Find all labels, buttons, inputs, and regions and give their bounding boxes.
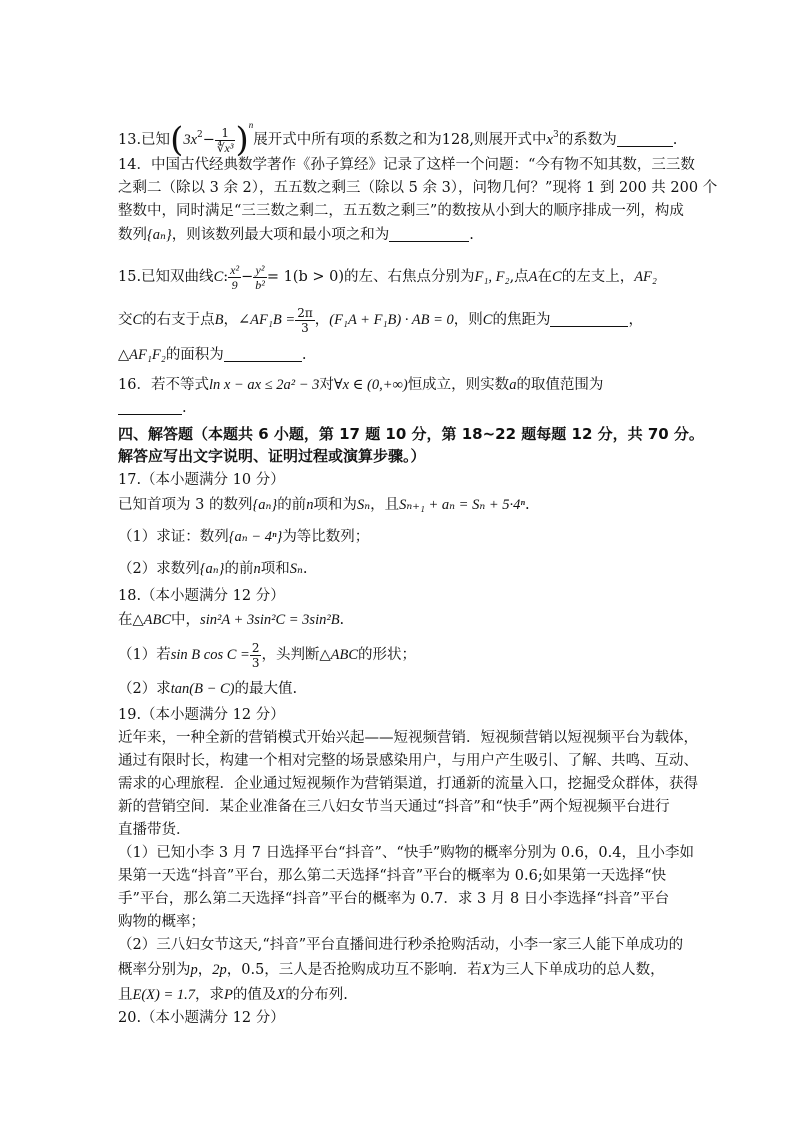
q19-part-2-line-1: （2）三八妇女节这天,“抖音”平台直播间进行秒杀抢购活动，小李一家三人能下单成功的 <box>118 937 684 953</box>
section-4-instruction: 解答应写出文字说明、证明过程或演算步骤。） <box>118 447 426 465</box>
q15-line-3: △AF₁F₂的面积为 . <box>118 347 307 363</box>
q13-expr-a: 3x <box>183 132 198 148</box>
q15-line-2: 交C的右支于点B，∠AF₁B = $\frac{2\pi}{3}$ ，(F₁A + F₁B) · AB = 0，则C的焦距为 ， <box>118 305 643 335</box>
q19-line-3: 需求的心理旅程．企业通过短视频作为营销渠道，打通新的流量入口，挖掘受众群体，获得 <box>118 776 698 792</box>
q15-area-blank[interactable] <box>224 346 302 362</box>
section-4-title: 四、解答题（本题共 6 小题，第 17 题 10 分，第 18~22 题每题 12 分，共 70 分。 <box>118 425 704 443</box>
q13-term-exp: 3 <box>552 130 559 140</box>
q13-term: x <box>546 132 553 148</box>
q13-fraction: $\frac{1}{\text{∜x³}}$ <box>216 125 234 155</box>
q14-sequence: {aₙ} <box>147 227 172 243</box>
q20-header: 20.（本小题满分 12 分） <box>118 1010 285 1026</box>
q13-text: 展开式中所有项的系数之和为128,则展开式中 <box>253 132 547 148</box>
q14-line-2: 之剩二（除以 3 余 2），五五数之剩三（除以 5 余 3），问物几何？”现将 1 到 200 共 200 个 <box>118 180 718 196</box>
q15-vector-expr: (F₁A + F₁B) · AB = 0 <box>329 312 454 328</box>
q15-angle-fraction: $\frac{2\pi}{3}$ <box>297 305 313 335</box>
q15-fraction-x: $\frac{\text{x²}}{9}$ <box>230 262 240 292</box>
q17-header: 17.（本小题满分 10 分） <box>118 472 285 488</box>
q13-power: n <box>248 120 254 130</box>
q19-part-2-line-3: 且E(X) = 1.7，求P的值及X的分布列. <box>118 987 348 1003</box>
q19-part-1-line-2: 果第一天选“抖音”平台，那么第二天选择“抖音”平台的概率为 0.6;如果第一天选择“快 <box>118 868 667 884</box>
q19-part-1-line-4: 购物的概率； <box>118 914 205 930</box>
q13-text2: 的系数为 <box>558 132 617 148</box>
q13-line: 13.已知($3x^2-$ $\frac{1}{\text{∜x³}}$ )$^n$展开式中所有项的系数之和为128,则展开式中$x^3$的系数为 . <box>118 120 678 160</box>
q13-answer-blank[interactable] <box>617 131 673 147</box>
q13-prefix: 13.已知 <box>118 132 171 148</box>
q19-part-2-line-2: 概率分别为p，2p，0.5，三人是否抢购成功互不影响．若X为三人下单成功的总人数， <box>118 962 665 978</box>
q17-stem: 已知首项为 3 的数列{aₙ}的前n项和为Sₙ，且Sₙ₊₁ + aₙ = Sₙ + 5·4ⁿ. <box>118 497 530 513</box>
q16-answer-blank[interactable] <box>118 399 182 415</box>
q14-line-1: 14．中国古代经典数学著作《孙子算经》记录了这样一个问题：“今有物不知其数，三三数 <box>118 157 695 173</box>
q18-part-1: （1）若sin B cos C = $\frac{2}{3}$ ，头判断△ABC的形状； <box>118 640 416 670</box>
q16-line-1: 16．若不等式ln x − ax ≤ 2a² − 3对∀x ∈ (0,+∞)恒成立，则实数a的取值范围为 <box>118 377 604 393</box>
q19-line-1: 近年来，一种全新的营销模式开始兴起——短视频营销．短视频营销以短视频平台为载体， <box>118 730 698 746</box>
q18-part-2: （2）求tan(B − C)的最大值. <box>118 681 298 697</box>
q18-stem: 在△ABC中，sin²A + 3sin²C = 3sin²B. <box>118 612 345 628</box>
q19-line-4: 新的营销空间．某企业准备在三八妇女节当天通过“抖音”和“快手”两个短视频平台进行 <box>118 799 670 815</box>
q18-header: 18.（本小题满分 12 分） <box>118 588 285 604</box>
q19-header: 19.（本小题满分 12 分） <box>118 707 285 723</box>
q15-focal-blank[interactable] <box>550 311 628 327</box>
q19-part-1-line-3: 手”平台，那么第二天选择“抖音”平台的概率为 0.7．求 3 月 8 日小李选择“抖音”平台 <box>118 891 670 907</box>
q19-line-5: 直播带货． <box>118 822 191 838</box>
q18-fraction: $\frac{2}{3}$ <box>251 640 260 670</box>
q13-minus: − <box>202 132 215 148</box>
q14-line-4: 数列{aₙ}，则该数列最大项和最小项之和为 . <box>118 227 474 243</box>
q14-line-3: 整数中，同时满足“三三数之剩二，五五数之剩三”的数按从小到大的顺序排成一列，构成 <box>118 203 684 219</box>
q17-part-2: （2）求数列{aₙ}的前n项和Sₙ. <box>118 561 308 577</box>
q17-part-1: （1）求证：数列{aₙ − 4ⁿ}为等比数列； <box>118 529 370 545</box>
q19-line-2: 通过有限时长，构建一个相对完整的场景感染用户，与用户产生吸引、了解、共鸣、互动、 <box>118 753 698 769</box>
q13-expr-exp: 2 <box>197 130 203 140</box>
q14-answer-blank[interactable] <box>389 226 469 242</box>
q19-part-1-line-1: （1）已知小李 3 月 7 日选择平台“抖音”、“快手”购物的概率分别为 0.6，0.4，且小李如 <box>118 845 694 861</box>
q15-line-1: 15.已知双曲线C: $\frac{\text{x²}}{9}$ − $\frac{\text{y²}}{\text{b²}}$ = 1(b > 0)的左、右焦点分别为F₁, F₂,点A在C的左支上，AF₂ <box>118 262 657 292</box>
q16-line-2: . <box>118 398 688 418</box>
q15-fraction-y: $\frac{\text{y²}}{\text{b²}}$ <box>255 262 265 292</box>
